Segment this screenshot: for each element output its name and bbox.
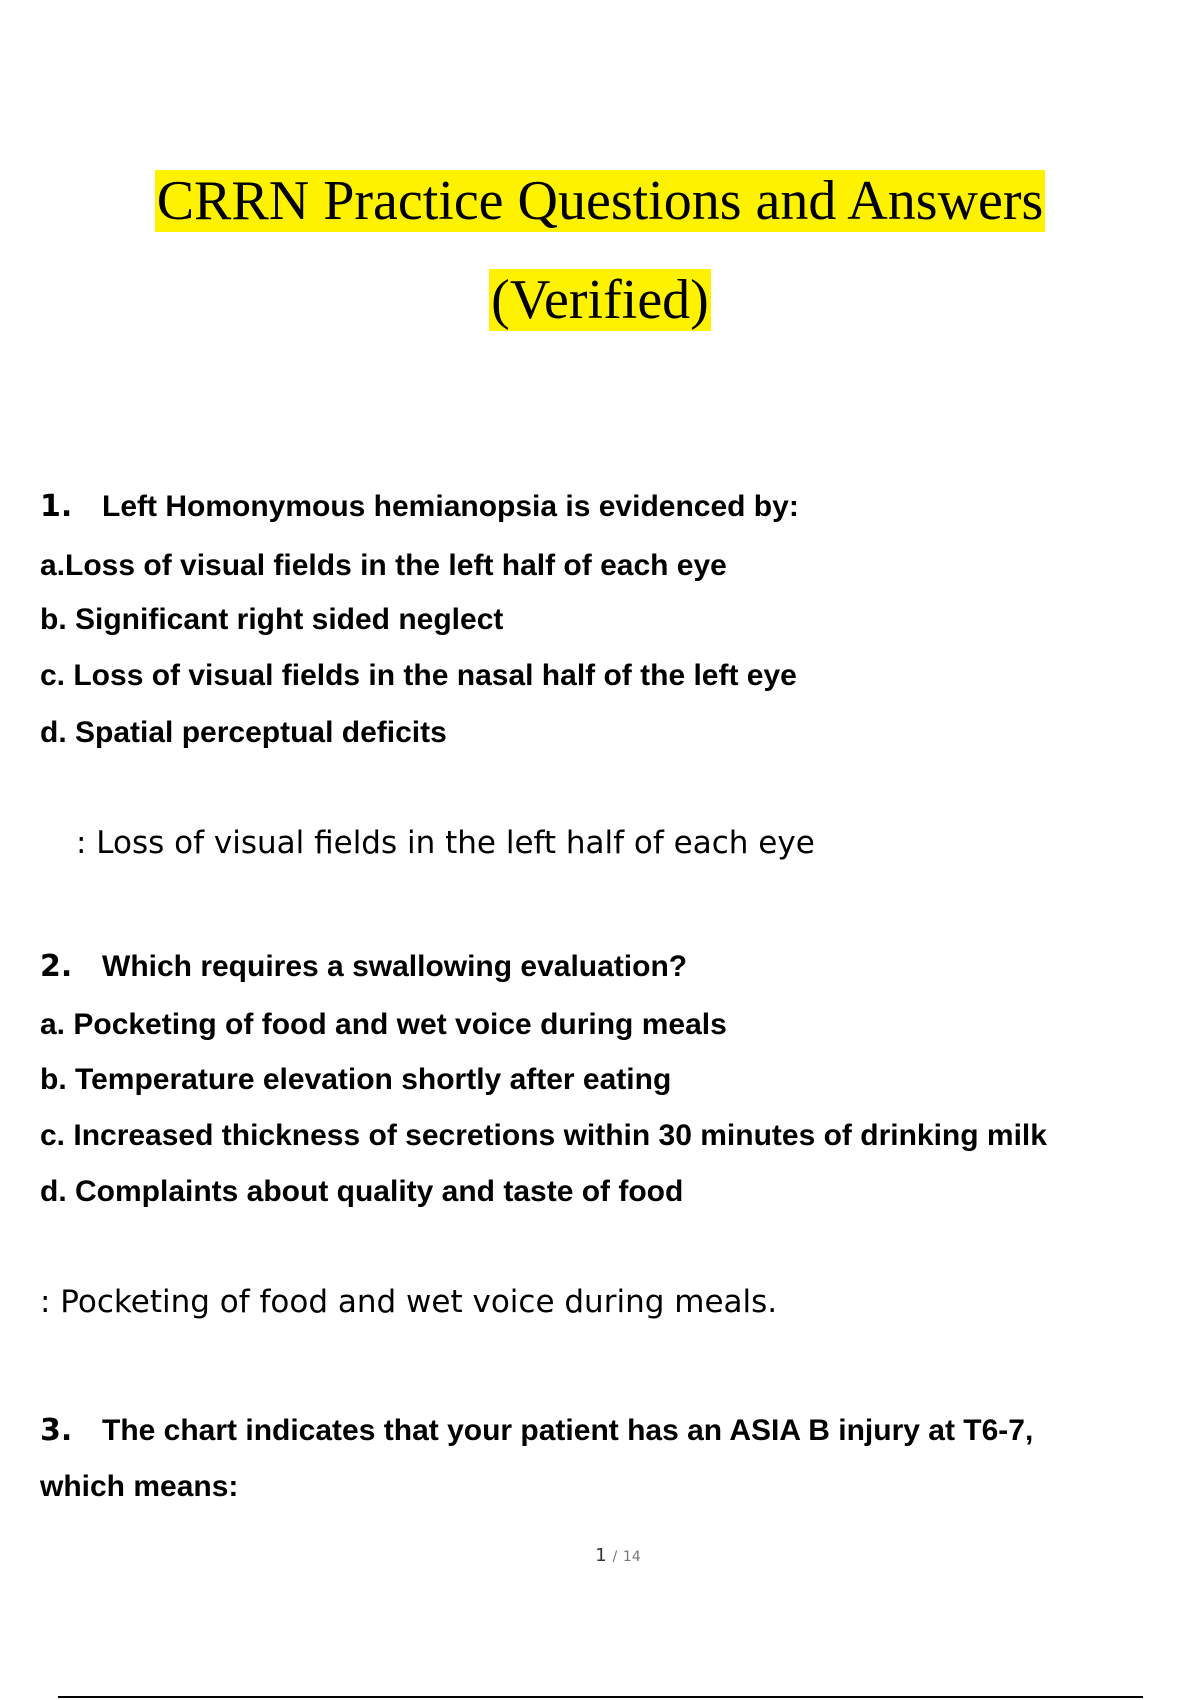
document-title-verified bbox=[0, 267, 1200, 333]
question-2-option-d: d. Complaints about quality and taste of food bbox=[40, 1175, 684, 1208]
question-1-option-c: c. Loss of visual fields in the nasal half of the left eye bbox=[40, 659, 797, 692]
question-3 bbox=[40, 1411, 1033, 1451]
question-1 bbox=[40, 487, 799, 527]
question-1-text: Left Homonymous hemianopsia is evidenced by: bbox=[102, 490, 799, 523]
question-3-text-continued: which means: bbox=[40, 1470, 239, 1503]
question-2 bbox=[40, 947, 687, 987]
document-title bbox=[0, 168, 1200, 234]
page-current: 1 bbox=[595, 1545, 607, 1566]
question-1-option-a: a.Loss of visual fields in the left half of each eye bbox=[40, 549, 727, 582]
question-2-answer: : Pocketing of food and wet voice during meals. bbox=[40, 1284, 778, 1320]
page-number bbox=[0, 1545, 1200, 1566]
question-1-option-d: d. Spatial perceptual deficits bbox=[40, 716, 447, 749]
question-1-answer: : Loss of visual fields in the left half of each eye bbox=[76, 825, 815, 861]
question-3-number: 3. bbox=[40, 1413, 73, 1448]
question-2-option-a: a. Pocketing of food and wet voice during meals bbox=[40, 1008, 727, 1041]
question-3-text: The chart indicates that your patient has an ASIA B injury at T6-7, bbox=[102, 1414, 1034, 1447]
question-2-option-c: c. Increased thickness of secretions within 30 minutes of drinking milk bbox=[40, 1119, 1047, 1152]
footer-divider bbox=[58, 1696, 1143, 1698]
question-2-option-b: b. Temperature elevation shortly after eating bbox=[40, 1063, 672, 1096]
question-1-option-b: b. Significant right sided neglect bbox=[40, 603, 504, 636]
question-2-text: Which requires a swallowing evaluation? bbox=[102, 950, 688, 983]
question-2-number: 2. bbox=[40, 949, 73, 984]
page-total: 14 bbox=[622, 1549, 641, 1565]
page-separator: / bbox=[612, 1549, 618, 1565]
document-title-line-2: (Verified) bbox=[491, 269, 709, 331]
document-title-line-1: CRRN Practice Questions and Answers bbox=[156, 170, 1044, 232]
question-1-number: 1. bbox=[40, 489, 73, 524]
